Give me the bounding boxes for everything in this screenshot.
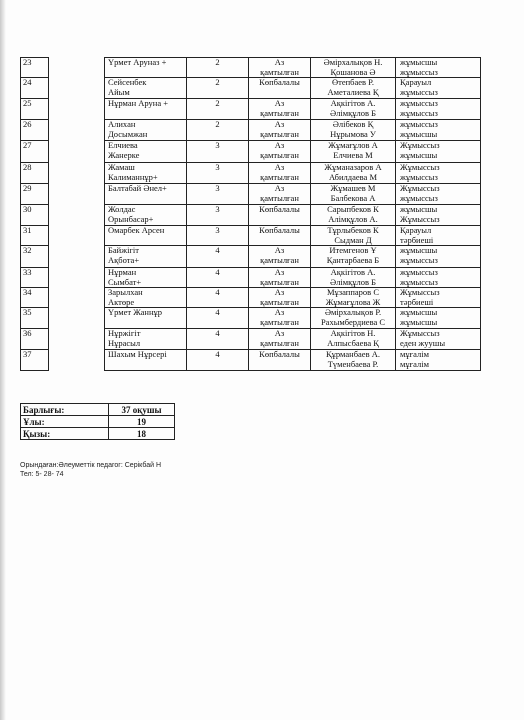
- student-name-line: Жамаш: [108, 162, 135, 172]
- grade-cell: 3: [187, 184, 249, 205]
- parents-names-line: Жұманазаров А: [324, 162, 382, 172]
- summary-label: Қызы:: [21, 428, 109, 440]
- row-number: 36: [21, 329, 49, 350]
- row-number: 27: [21, 141, 49, 163]
- parents-names-line: Ақкігітов А.: [330, 267, 376, 277]
- family-status-line: Аз: [274, 287, 285, 297]
- student-name-line: Жолдас: [108, 204, 136, 214]
- parents-jobs-line: жұмысшы: [400, 245, 438, 255]
- parents-names: [311, 78, 396, 99]
- student-name: [105, 268, 187, 288]
- parents-names-line: Әлібеков Қ: [332, 119, 374, 129]
- parents-jobs-line: жұмыссыз: [400, 254, 438, 265]
- blank-cell: [49, 268, 105, 288]
- family-status: [249, 163, 311, 184]
- table-row: [21, 120, 481, 141]
- family-status-line: Көпбалалы: [259, 225, 300, 235]
- parents-jobs-line: жұмыссыз: [400, 66, 438, 77]
- table-row: [21, 184, 481, 205]
- parents-jobs-line: жұмысшы: [400, 204, 438, 214]
- parents-names: [311, 226, 396, 246]
- parents-jobs: [396, 120, 481, 141]
- parents-jobs: [396, 205, 481, 226]
- parents-jobs: [396, 163, 481, 184]
- parents-jobs-line: Жұмыссыз: [400, 328, 440, 338]
- table-row: [21, 58, 481, 78]
- student-name-line: Айым: [108, 86, 130, 97]
- row-number: 30: [21, 205, 49, 226]
- parents-names-line: Итемгенов Ұ: [329, 245, 377, 255]
- family-status-line: қамтылған: [260, 171, 299, 182]
- grade-cell: 4: [187, 308, 249, 329]
- row-number: 37: [21, 350, 49, 371]
- grade-cell: 4: [187, 329, 249, 350]
- family-status-line: Аз: [274, 307, 285, 317]
- family-status-line: Аз: [274, 119, 285, 129]
- table-row: [21, 246, 481, 268]
- parents-names-line: Қошанова Ә: [330, 66, 376, 77]
- scan-edge-shadow: [0, 0, 6, 720]
- parents-names-line: Түменбаева Р.: [327, 358, 379, 369]
- parents-jobs: [396, 78, 481, 99]
- student-name-line: Зарылхан: [108, 287, 143, 297]
- parents-jobs: [396, 350, 481, 371]
- student-name-line: Ақбота+: [108, 254, 140, 265]
- summary-table: [20, 403, 175, 440]
- student-name-line: Үрмет Жаннұр: [108, 307, 163, 317]
- blank-cell: [49, 141, 105, 163]
- parents-names-line: Тұрлыбеков К: [327, 225, 379, 235]
- family-status: [249, 246, 311, 268]
- blank-cell: [49, 58, 105, 78]
- student-name: [105, 163, 187, 184]
- family-status-line: қамтылған: [260, 254, 299, 265]
- parents-jobs-line: жұмысшы: [400, 128, 438, 139]
- row-number: 28: [21, 163, 49, 184]
- summary-value: 19: [109, 416, 175, 428]
- student-name: [105, 78, 187, 99]
- parents-names: [311, 288, 396, 308]
- table-row: [21, 205, 481, 226]
- student-name-line: Алихан: [108, 119, 136, 129]
- family-status-line: Аз: [274, 245, 285, 255]
- family-status: [249, 141, 311, 163]
- grade-cell: 2: [187, 99, 249, 120]
- parents-names-line: Сыдман Д: [334, 234, 372, 245]
- table-row: [21, 288, 481, 308]
- row-number: 32: [21, 246, 49, 268]
- row-number: 23: [21, 58, 49, 78]
- student-name: [105, 205, 187, 226]
- parents-jobs-line: Қарауыл: [400, 225, 432, 235]
- summary-row-total: [21, 404, 175, 416]
- student-name-line: Жанерке: [108, 149, 140, 160]
- blank-cell: [49, 163, 105, 184]
- parents-names: [311, 308, 396, 329]
- parents-names-line: Ақкігітов А.: [330, 98, 376, 108]
- family-status-line: қамтылған: [260, 276, 299, 287]
- blank-cell: [49, 288, 105, 308]
- family-status-line: Аз: [274, 140, 285, 150]
- student-name-line: Омарбек Арсен: [108, 225, 165, 235]
- table-row: [21, 141, 481, 163]
- student-name-line: Сымбат+: [108, 276, 142, 287]
- student-name-line: Орынбасар+: [108, 213, 154, 224]
- parents-names-line: Әмірхалықов Р.: [324, 307, 382, 317]
- row-number: 31: [21, 226, 49, 246]
- row-number: 35: [21, 308, 49, 329]
- grade-cell: 3: [187, 163, 249, 184]
- grade-cell: 2: [187, 78, 249, 99]
- parents-jobs-line: жұмыссыз: [400, 107, 438, 118]
- blank-cell: [49, 329, 105, 350]
- parents-jobs-line: жұмыссыз: [400, 267, 438, 277]
- parents-names: [311, 184, 396, 205]
- blank-cell: [49, 78, 105, 99]
- parents-names: [311, 268, 396, 288]
- parents-jobs-line: Жұмыссыз: [400, 213, 440, 224]
- parents-jobs-line: жұмысшы: [400, 57, 438, 67]
- parents-jobs: [396, 268, 481, 288]
- parents-names: [311, 141, 396, 163]
- family-status-line: қамтылған: [260, 107, 299, 118]
- student-name: [105, 120, 187, 141]
- parents-jobs-line: Жұмыссыз: [400, 162, 440, 172]
- parents-jobs-line: тәрбиеші: [400, 296, 434, 307]
- table-row: [21, 226, 481, 246]
- grade-cell: 4: [187, 268, 249, 288]
- family-status: [249, 329, 311, 350]
- parents-names-line: Сарыпбеков К: [327, 204, 379, 214]
- parents-jobs: [396, 58, 481, 78]
- student-name: [105, 99, 187, 120]
- student-name: [105, 288, 187, 308]
- parents-jobs-line: еден жуушы: [400, 337, 446, 348]
- parents-jobs: [396, 226, 481, 246]
- summary-label: Ұлы:: [21, 416, 109, 428]
- summary-value: 37 оқушы: [109, 404, 175, 416]
- parents-jobs-line: тәрбиеші: [400, 234, 434, 245]
- parents-names: [311, 163, 396, 184]
- student-name-line: Шахым Нұрсері: [108, 349, 167, 359]
- grade-cell: 3: [187, 226, 249, 246]
- parents-jobs: [396, 246, 481, 268]
- student-name-line: Нұрман Аруна +: [108, 98, 169, 108]
- parents-names-line: Мұзаппаров С: [326, 287, 379, 297]
- blank-cell: [49, 246, 105, 268]
- family-status: [249, 58, 311, 78]
- student-name-line: Досымжан: [108, 128, 148, 139]
- parents-names-line: Аметалиева Қ: [327, 86, 379, 97]
- student-name: [105, 308, 187, 329]
- parents-jobs: [396, 141, 481, 163]
- student-name: [105, 141, 187, 163]
- summary-value: 18: [109, 428, 175, 440]
- parents-jobs-line: жұмысшы: [400, 149, 438, 160]
- parents-names-line: Қантарбаева Б: [326, 254, 380, 265]
- family-status-line: Аз: [274, 57, 285, 67]
- blank-cell: [49, 308, 105, 329]
- family-status-line: қамтылған: [260, 66, 299, 77]
- student-name-line: Байжігіт: [108, 245, 139, 255]
- parents-names: [311, 350, 396, 371]
- student-name-line: Нұржігіт: [108, 328, 141, 338]
- parents-jobs-line: мұғалім: [400, 358, 429, 369]
- parents-names-line: Құрманбаев А.: [326, 349, 380, 359]
- table-row: [21, 350, 481, 371]
- parents-names: [311, 246, 396, 268]
- parents-names-line: Абилдаева М: [328, 171, 378, 182]
- student-name-line: Актөре: [108, 296, 135, 307]
- grade-cell: 4: [187, 246, 249, 268]
- parents-names-line: Ақкігітов Н.: [330, 328, 376, 338]
- grade-cell: 3: [187, 141, 249, 163]
- parents-jobs-line: Жұмыссыз: [400, 287, 440, 297]
- parents-jobs: [396, 288, 481, 308]
- family-status-line: Аз: [274, 183, 285, 193]
- parents-names: [311, 205, 396, 226]
- student-name-line: Балтабай Әнел+: [108, 183, 167, 193]
- grade-cell: 4: [187, 288, 249, 308]
- parents-names-line: Әлімқұлов Б: [329, 107, 376, 118]
- summary-label: Барлығы:: [21, 404, 109, 416]
- family-status-line: қамтылған: [260, 192, 299, 203]
- student-name: [105, 350, 187, 371]
- table-row: [21, 99, 481, 120]
- blank-cell: [49, 99, 105, 120]
- parents-jobs: [396, 308, 481, 329]
- parents-jobs-line: жұмыссыз: [400, 98, 438, 108]
- row-number: 34: [21, 288, 49, 308]
- family-status-line: қамтылған: [260, 337, 299, 348]
- row-number: 29: [21, 184, 49, 205]
- family-status: [249, 288, 311, 308]
- parents-names-line: Жұмағұлова Ж: [325, 296, 381, 307]
- student-name: [105, 246, 187, 268]
- parents-names-line: Рахымбердиева С: [320, 316, 386, 327]
- parents-jobs-line: жұмыссыз: [400, 192, 438, 203]
- footer-signature: [20, 461, 161, 479]
- table-row: [21, 163, 481, 184]
- parents-jobs-line: жұмыссыз: [400, 171, 438, 182]
- parents-names-line: Елчиева М: [333, 149, 373, 160]
- parents-jobs: [396, 329, 481, 350]
- blank-cell: [49, 205, 105, 226]
- family-status: [249, 205, 311, 226]
- parents-names-line: Алімқұлов А.: [328, 213, 378, 224]
- family-status: [249, 268, 311, 288]
- parents-jobs-line: жұмысшы: [400, 307, 438, 317]
- parents-names: [311, 120, 396, 141]
- blank-cell: [49, 226, 105, 246]
- family-status-line: қамтылған: [260, 296, 299, 307]
- student-name: [105, 184, 187, 205]
- family-status-line: Көпбалалы: [259, 77, 300, 87]
- family-status: [249, 350, 311, 371]
- family-status: [249, 120, 311, 141]
- family-status-line: Көпбалалы: [259, 204, 300, 214]
- parents-jobs-line: Жұмыссыз: [400, 140, 440, 150]
- grade-cell: 4: [187, 350, 249, 371]
- footer-phone-line: Тел: 5- 28- 74: [20, 471, 64, 478]
- parents-names-line: Балбекова А: [330, 192, 376, 203]
- student-name-line: Калиманнұр+: [108, 171, 158, 182]
- family-status: [249, 184, 311, 205]
- row-number: 25: [21, 99, 49, 120]
- parents-jobs-line: мұғалім: [400, 349, 429, 359]
- student-name-line: Үрмет Аруназ +: [108, 57, 167, 67]
- blank-cell: [49, 184, 105, 205]
- parents-names: [311, 329, 396, 350]
- family-status-line: қамтылған: [260, 128, 299, 139]
- student-name-line: Нұрасыл: [108, 337, 141, 348]
- family-status-line: Аз: [274, 162, 285, 172]
- student-name: [105, 226, 187, 246]
- student-name-line: Сейсенбек: [108, 77, 147, 87]
- family-status: [249, 226, 311, 246]
- footer-author-line: Орындаған:Әлеуметтік педагог: Серікбай Н: [20, 462, 162, 469]
- family-status: [249, 78, 311, 99]
- student-name: [105, 329, 187, 350]
- student-name: [105, 58, 187, 78]
- row-number: 26: [21, 120, 49, 141]
- parents-jobs-line: жұмыссыз: [400, 119, 438, 129]
- grade-cell: 3: [187, 205, 249, 226]
- parents-names-line: Алпысбаева Қ: [327, 337, 379, 348]
- grade-cell: 2: [187, 120, 249, 141]
- table-row: [21, 78, 481, 99]
- parents-jobs-line: жұмыссыз: [400, 276, 438, 287]
- grade-cell: 2: [187, 58, 249, 78]
- parents-names-line: Нұрымова У: [330, 128, 376, 139]
- family-status-line: Аз: [274, 328, 285, 338]
- parents-names-line: Жұмағұлов А: [328, 140, 378, 150]
- summary-row-boys: [21, 416, 175, 428]
- table-row: [21, 329, 481, 350]
- parents-names-line: Өтепбаев Р.: [332, 77, 374, 87]
- parents-names: [311, 99, 396, 120]
- family-status: [249, 308, 311, 329]
- table-row: [21, 268, 481, 288]
- parents-jobs: [396, 99, 481, 120]
- parents-names: [311, 58, 396, 78]
- student-name-line: Елчиева: [108, 140, 138, 150]
- students-table: [20, 57, 481, 371]
- family-status-line: Аз: [274, 267, 285, 277]
- parents-jobs-line: жұмысшы: [400, 316, 438, 327]
- parents-names-line: Жұмашев М: [330, 183, 376, 193]
- blank-cell: [49, 120, 105, 141]
- family-status-line: Аз: [274, 98, 285, 108]
- parents-jobs-line: Қарауыл: [400, 77, 432, 87]
- blank-cell: [49, 350, 105, 371]
- table-row: [21, 308, 481, 329]
- parents-jobs: [396, 184, 481, 205]
- family-status-line: қамтылған: [260, 316, 299, 327]
- family-status-line: қамтылған: [260, 149, 299, 160]
- row-number: 24: [21, 78, 49, 99]
- family-status-line: Көпбалалы: [259, 349, 300, 359]
- student-name-line: Нұрман: [108, 267, 137, 277]
- parents-jobs-line: Жұмыссыз: [400, 183, 440, 193]
- row-number: 33: [21, 268, 49, 288]
- summary-row-girls: [21, 428, 175, 440]
- parents-names-line: Әлімқұлов Б: [329, 276, 376, 287]
- family-status: [249, 99, 311, 120]
- parents-jobs-line: жұмыссыз: [400, 86, 438, 97]
- parents-names-line: Әмірхалықов Н.: [323, 57, 383, 67]
